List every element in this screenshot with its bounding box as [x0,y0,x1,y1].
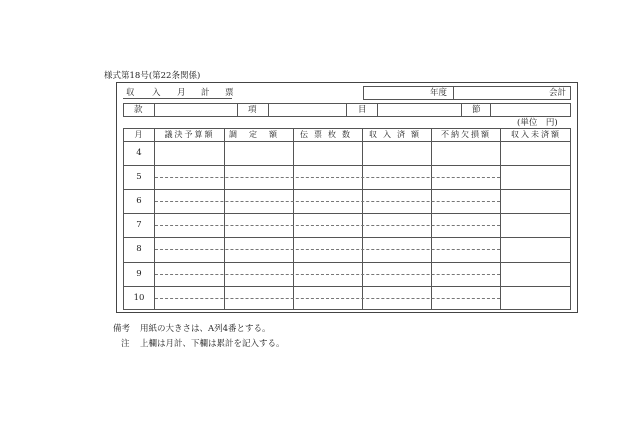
category-row [123,103,571,117]
table-column-line [500,128,501,310]
kan-label: 款 [134,105,143,115]
form-title-char: 入 [152,88,161,98]
month-label: 5 [136,172,142,182]
column-header-deficit: 不納欠損額 [441,130,491,139]
month-label: 8 [136,244,142,254]
subtotal-dashed-line [155,298,500,299]
month-label: 6 [136,196,142,206]
category-divider [490,103,491,117]
year-account-box [363,86,571,100]
form-title-char: 票 [225,88,234,98]
account-label: 会計 [549,88,567,98]
column-header-month: 月 [134,130,143,139]
month-label: 7 [136,220,142,230]
subtotal-dashed-line [155,249,500,250]
table-column-line [362,128,363,310]
subtotal-dashed-line [155,177,500,178]
row-separator [123,262,571,263]
row-separator [123,189,571,190]
category-divider [154,103,155,117]
form-title-char: 計 [201,88,210,98]
column-header-budget: 議決予算額 [164,130,215,139]
year-label: 年度 [430,88,448,98]
table-header-line [123,141,571,142]
table-column-line [293,128,294,310]
row-separator [123,286,571,287]
note-text: 上欄は月計、下欄は累計を記入する。 [140,339,285,349]
kou-label: 項 [248,105,257,115]
title-underline [123,98,232,99]
month-label: 10 [133,293,145,303]
row-separator [123,213,571,214]
column-header-received: 収入済額 [369,130,425,139]
table-column-line [154,128,155,310]
subtotal-dashed-line [155,274,500,275]
year-account-divider [453,86,454,100]
note-label: 備考 [113,324,131,334]
category-divider [346,103,347,117]
subtotal-dashed-line [155,225,500,226]
subtotal-dashed-line [155,201,500,202]
category-divider [377,103,378,117]
category-divider [237,103,238,117]
note-text: 用紙の大きさは、A列4番とする。 [140,324,271,334]
table-column-line [431,128,432,310]
setsu-label: 節 [472,105,481,115]
row-separator [123,165,571,166]
moku-label: 目 [358,105,367,115]
table-column-line [224,128,225,310]
column-header-outstanding: 収入未済額 [511,130,561,139]
form-title-char: 月 [177,88,186,98]
form-title-char: 収 [126,88,135,98]
column-header-assessed: 調定額 [229,130,289,139]
column-header-slips: 伝票枚数 [300,130,356,139]
form-reference: 様式第18号(第22条関係) [104,71,201,81]
unit-label: (単位 円) [517,118,558,128]
category-divider [268,103,269,117]
note-label: 注 [121,339,130,349]
row-separator [123,237,571,238]
monthly-table [123,128,571,310]
month-label: 9 [136,269,142,279]
category-divider [461,103,462,117]
month-label: 4 [136,148,142,158]
